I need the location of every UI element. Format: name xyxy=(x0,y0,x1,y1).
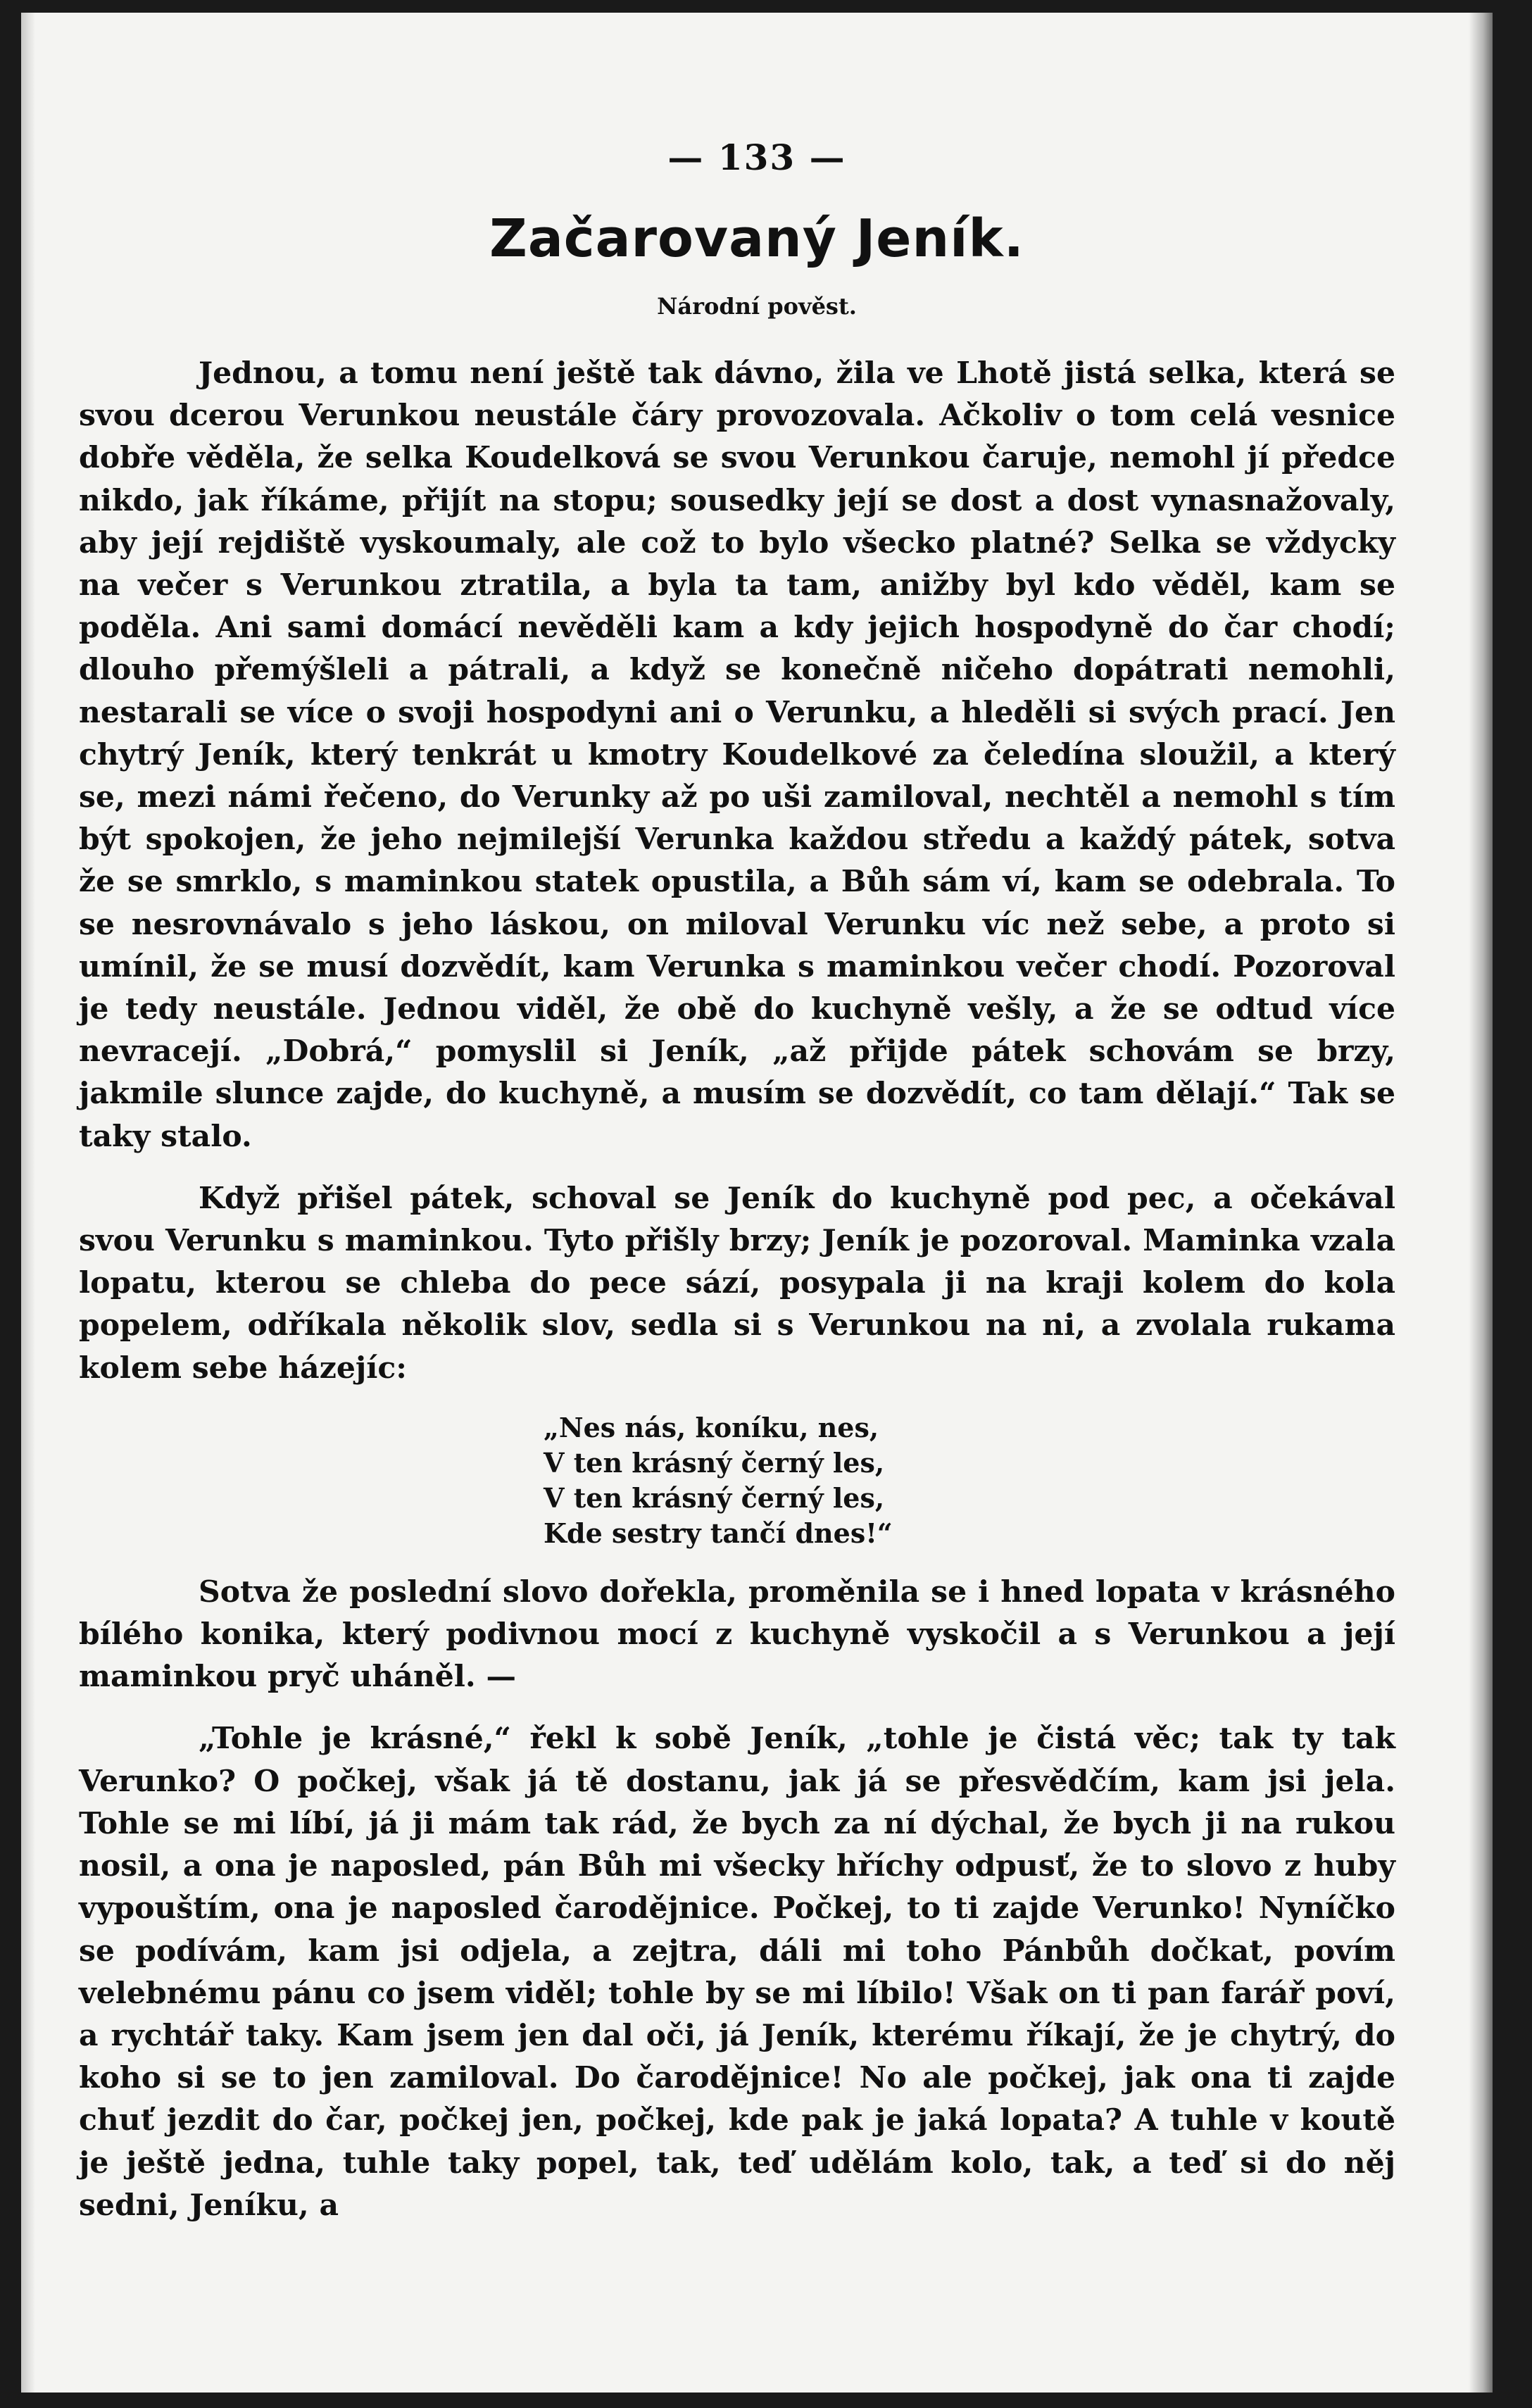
page-number: — 133 — xyxy=(667,137,846,178)
book-page xyxy=(21,13,1493,2393)
poem-line-3: V ten krásný černý les, xyxy=(544,1481,885,1514)
paragraph-1: Jednou, a tomu není ještě tak dávno, žila ve Lhotě jistá selka, která se svou dcerou Verunkou neustále čáry provozovala. Ačkoliv o tom celá vesnice dobře věděla, že selka Koudelková se svou Verunkou čaruje, nemohl jí předce nikdo, jak říkáme, přijít na stopu; sousedky její se dost a dost vynasnažovaly, aby její rejdiště vyskoumaly, ale což to bylo všecko platné? Selka se vždycky na večer s Verunkou ztratila, a byla ta tam, anižby byl kdo věděl, kam se poděla. Ani sami domácí nevěděli kam a kdy jejich hospodyně do čar chodí; dlouho přemýšleli a pátrali, a když se konečně ničeho dopátrati nemohli, nestarali se více o svoji hospodyni ani o Verunku, a hleděli si svých prací. Jen chytrý Jeník, který tenkrát u kmotry Koudelkové za čeledína sloužil, a který se, mezi námi řečeno, do Verunky až po uši zamiloval, nechtěl a nemohl s tím být spokojen, že jeho nejmilejší Verunka každou středu a každý pátek, sotva že se smrklo, s maminkou statek opustila, a Bůh sám ví, kam se odebrala. To se nesrovnávalo s jeho láskou, on miloval Verunku víc než sebe, a proto si umínil, že se musí dozvědít, kam Verunka s maminkou večer chodí. Pozoroval je tedy neustále. Jednou viděl, že obě do kuchyně vešly, a že se odtud více nevracejí. „Dobrá,“ pomyslil si Jeník, „až přijde pátek schovám se brzy, jakmile slunce zajde, do kuchyně, a musím se dozvědít, co tam dělají.“ Tak se taky stalo. xyxy=(79,356,1395,1154)
story-title: Začarovaný Jeník. xyxy=(489,208,1024,269)
story-body xyxy=(79,352,1395,2226)
page-edge-shadow-right xyxy=(1469,13,1493,2393)
paragraph-2: Když přišel pátek, schoval se Jeník do kuchyně pod pec, a očekával svou Verunku s maminkou. Tyto přišly brzy; Jeník je pozoroval. Maminka vzala lopatu, kterou se chleba do pece sází, posypala ji na kraji kolem do kola popelem, odříkala několik slov, sedla si s Verunkou na ni, a zvolala rukama kolem sebe házejíc: xyxy=(79,1180,1395,1386)
poem-line-2: V ten krásný černý les, xyxy=(544,1446,885,1479)
paragraph-3: Sotva že poslední slovo dořekla, proměnila se i hned lopata v krásného bílého konika, který podivnou mocí z kuchyně vyskočil a s Verunkou a její maminkou pryč uháněl. — xyxy=(79,1574,1395,1695)
paragraph-4: „Tohle je krásné,“ řekl k sobě Jeník, „tohle je čistá věc; tak ty tak Verunko? O počkej, však já tě dostanu, jak já se přesvědčím, kam jsi jela. Tohle se mi líbí, já ji mám tak rád, že bych za ní dýchal, že bych ji na rukou nosil, a ona je naposled, pán Bůh mi všecky hříchy odpusť, že to slovo z huby vypouštím, ona je naposled čarodějnice. Počkej, to ti zajde Verunko! Nyníčko se podívám, kam jsi odjela, a zejtra, dáli mi toho Pánbůh dočkat, povím velebnému pánu co jsem viděl; tohle by se mi líbilo! Však on ti pan farář poví, a rychtář taky. Kam jsem jen dal oči, já Jeník, kterému říkají, že je chytrý, do koho si se to jen zamiloval. Do čarodějnice! No ale počkej, jak ona ti zajde chuť jezdit do čar, počkej jen, počkej, kde pak je jaká lopata? A tuhle v koutě je ještě jedna, tuhle taky popel, tak, teď udělám kolo, tak, a teď si do něj sedni, Jeníku, a xyxy=(79,1721,1395,2223)
poem-line-4: Kde sestry tančí dnes!“ xyxy=(544,1517,893,1549)
story-subtitle: Národní pověst. xyxy=(657,293,857,320)
poem-line-1: „Nes nás, koníku, nes, xyxy=(544,1411,879,1443)
page-edge-shadow-left xyxy=(21,13,35,2393)
incantation-poem xyxy=(79,1410,1395,1551)
